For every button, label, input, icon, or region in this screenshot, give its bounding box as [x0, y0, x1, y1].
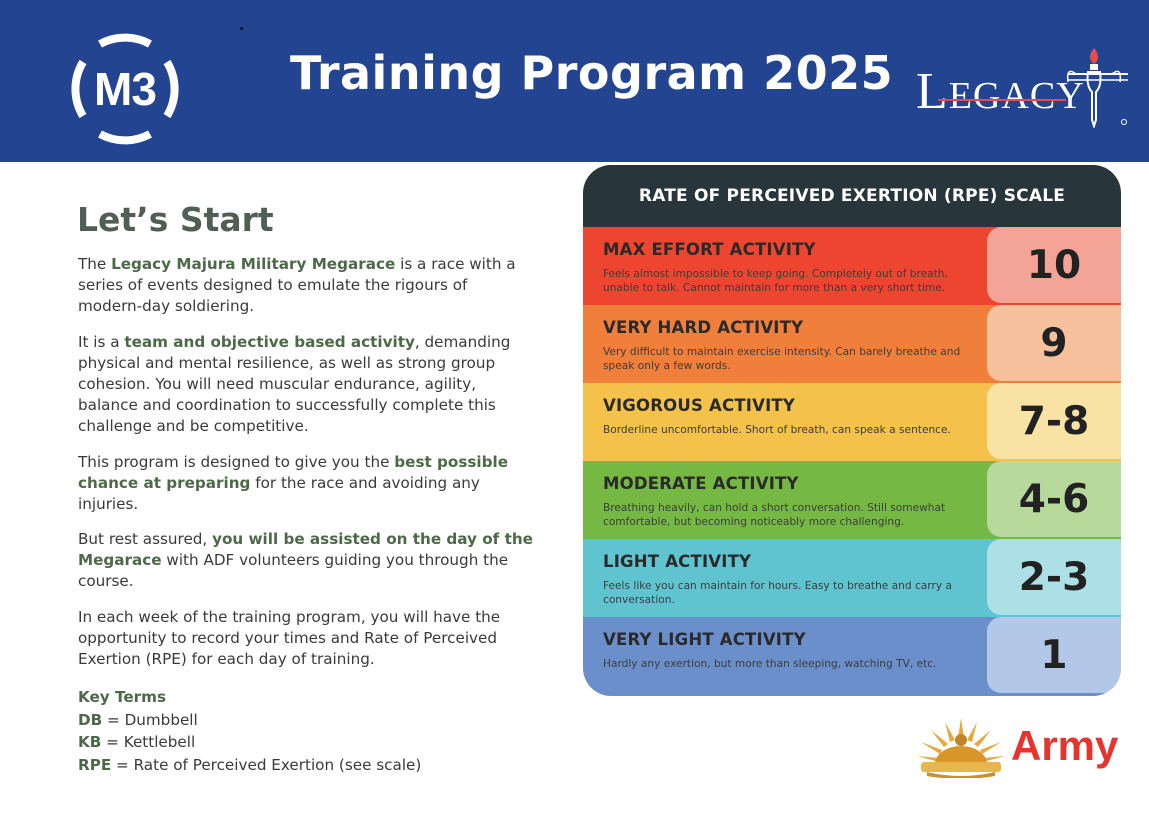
rpe-row	[583, 383, 1121, 461]
page-title: Training Program 2025	[290, 46, 894, 100]
rpe-row-description: Breathing heavily, can hold a short conversation. Still somewhat comfortable, but becoming noticeably more challenging.	[603, 502, 946, 528]
rpe-row-description: Feels like you can maintain for hours. Easy to breathe and carry a conversation.	[603, 580, 952, 606]
rpe-row-value: 7-8	[987, 383, 1121, 459]
rpe-row-title: MAX EFFORT ACTIVITY	[603, 240, 816, 259]
rpe-row-description: Feels almost impossible to keep going. Completely out of breath, unable to talk. Cannot maintain for more than a very short time.	[603, 268, 948, 294]
rpe-row-title: VIGOROUS ACTIVITY	[603, 396, 796, 415]
m3-logo-text: M3	[94, 63, 156, 115]
rpe-row	[583, 227, 1121, 305]
key-term-item: KB = Kettlebell	[78, 733, 196, 751]
legacy-torch-icon	[916, 44, 1131, 128]
rpe-row-value: 4-6	[987, 461, 1121, 537]
key-terms-heading: Key Terms	[78, 688, 166, 706]
rpe-row	[583, 617, 1121, 696]
rpe-row	[583, 461, 1121, 539]
section-heading: Let’s Start	[77, 200, 274, 239]
intro-paragraph-5: In each week of the training program, you will have the opportunity to record your times and Rate of Perceived Exertion (RPE) for each day of training.	[78, 608, 501, 668]
rpe-row-title: LIGHT ACTIVITY	[603, 552, 752, 571]
rpe-row	[583, 539, 1121, 617]
rpe-row-value: 2-3	[987, 539, 1121, 615]
rpe-row-description: Hardly any exertion, but more than sleeping, watching TV, etc.	[603, 658, 937, 670]
rpe-row-value: 9	[987, 305, 1121, 381]
rpe-row	[583, 305, 1121, 383]
rpe-row-description: Very difficult to maintain exercise intensity. Can barely breathe and speak only a few words.	[603, 346, 961, 372]
army-logo	[915, 716, 1121, 778]
legacy-logo	[916, 44, 1131, 128]
rpe-row-value: 1	[987, 617, 1121, 693]
rpe-row-description: Borderline uncomfortable. Short of breath, can speak a sentence.	[603, 424, 951, 436]
key-term-item: RPE = Rate of Perceived Exertion (see scale)	[78, 755, 422, 774]
key-terms	[78, 686, 421, 776]
rpe-row-title: MODERATE ACTIVITY	[603, 474, 799, 493]
intro-paragraph-1: The Legacy Majura Military Megarace is a race with a series of events designed to emulate the rigours of modern-day soldiering.	[78, 255, 516, 315]
intro-paragraph-4: But rest assured, you will be assisted on the day of the Megarace with ADF volunteers guiding you through the course.	[78, 530, 533, 590]
rpe-scale-title: RATE OF PERCEIVED EXERTION (RPE) SCALE	[583, 165, 1121, 227]
key-term-item: DB = Dumbbell	[78, 710, 198, 729]
rpe-row-value: 10	[987, 227, 1121, 303]
intro-paragraph-2: It is a team and objective based activity, demanding physical and mental resilience, as well as strong group cohesion. You will need muscular endurance, agility, balance and coordination to successfully complete this challenge and be competitive.	[78, 333, 511, 435]
m3-logo	[64, 28, 186, 150]
rpe-row-title: VERY HARD ACTIVITY	[603, 318, 804, 337]
army-logo-text: Army	[1011, 722, 1119, 769]
rpe-row-title: VERY LIGHT ACTIVITY	[603, 630, 806, 649]
rising-sun-badge-icon	[915, 716, 1007, 778]
intro-paragraph-3: This program is designed to give you the best possible chance at preparing for the race and avoiding any injuries.	[78, 453, 508, 513]
decorative-dot	[240, 27, 243, 30]
header-banner	[0, 0, 1149, 162]
rpe-scale-table	[583, 165, 1121, 696]
legacy-logo-text: LEGACY	[916, 63, 1085, 120]
